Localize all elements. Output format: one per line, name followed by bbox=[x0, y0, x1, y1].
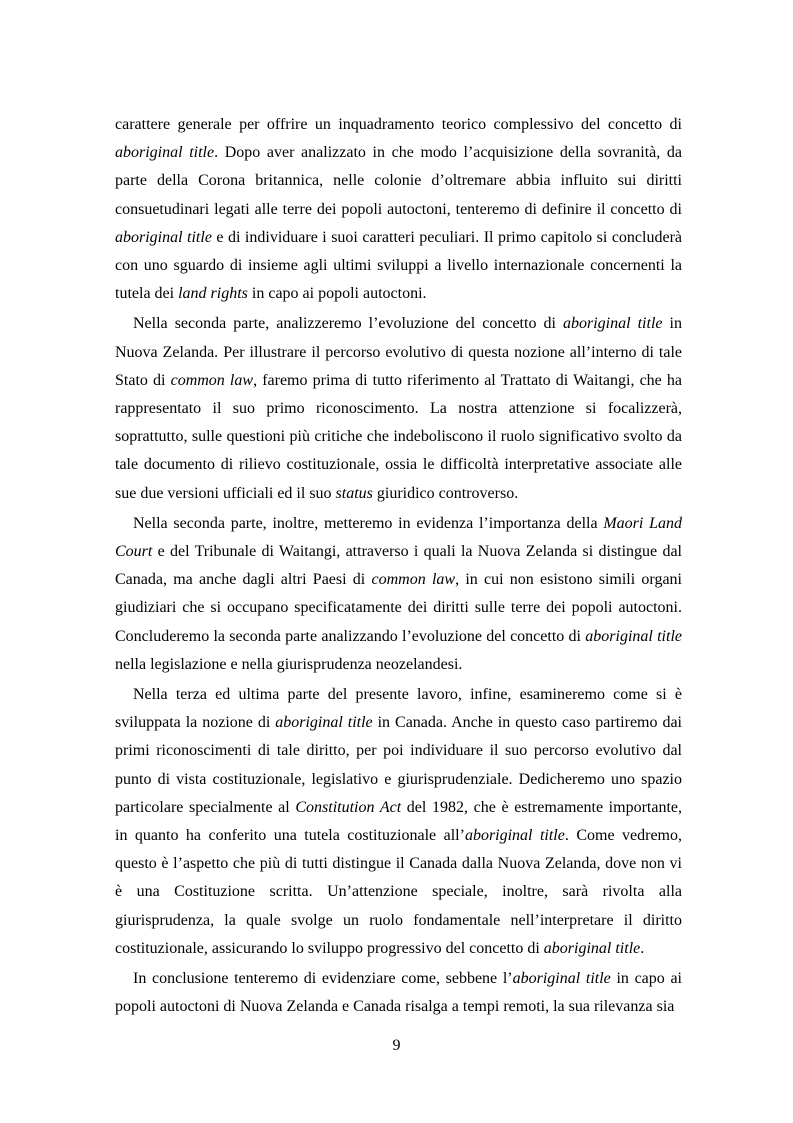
paragraph-text: , in cui non esistono simili organi giudiziari che si occupano specificatamente dei diritti sulle terre dei popoli autoctoni. Concluderemo la seconda parte analizzando l’evoluzione del concetto di bbox=[115, 571, 683, 645]
italic-term: status bbox=[335, 484, 373, 502]
paragraph-text: . bbox=[640, 939, 645, 957]
italic-term: aboriginal title bbox=[512, 970, 611, 988]
italic-term: aboriginal title bbox=[115, 228, 212, 246]
paragraph-text: del 1982, che è estremamente importante, in quanto ha conferito una tutela costituzionale all’ bbox=[115, 798, 682, 845]
italic-term: Maori Land Court bbox=[115, 514, 683, 561]
paragraph-text: Nella seconda parte, analizzeremo l’evoluzione del concetto di bbox=[133, 315, 563, 333]
paragraph-text: in capo ai popoli autoctoni di Nuova Zelanda e Canada risalga a tempi remoti, la sua rilevanza sia bbox=[115, 970, 683, 1016]
paragraph-text: nella legislazione e nella giurisprudenza neozelandesi. bbox=[115, 655, 463, 673]
paragraph-1 bbox=[115, 111, 682, 308]
paragraph-2 bbox=[115, 310, 682, 507]
paragraph-text: e di individuare i suoi caratteri peculiari. Il primo capitolo si concluderà con uno sguardo di insieme agli ultimi sviluppi a livello internazionale concernenti la tutela dei bbox=[115, 228, 683, 303]
italic-term: aboriginal title bbox=[563, 315, 663, 333]
paragraph-text: , faremo prima di tutto riferimento al Trattato di Waitangi, che ha rappresentato il suo primo riconoscimento. La nostra attenzione si focalizzerà, soprattutto, sulle questioni più critiche che indeboliscono il ruolo significativo svolto da tale documento di rilievo costituzionale, ossia le difficoltà interpretative associate alle sue due versioni ufficiali ed il suo bbox=[115, 371, 683, 502]
italic-term: common law bbox=[170, 371, 254, 389]
paragraph-text: in capo ai popoli autoctoni. bbox=[247, 285, 427, 303]
italic-term: common law bbox=[371, 571, 456, 589]
paragraph-5 bbox=[115, 965, 682, 1021]
paragraph-text: e del Tribunale di Waitangi, attraverso i quali la Nuova Zelanda si distingue dal Canada, ma anche dagli altri Paesi di bbox=[115, 543, 682, 589]
page-number: 9 bbox=[392, 1037, 401, 1054]
paragraph-text: carattere generale per offrire un inquadramento teorico complessivo del concetto di bbox=[115, 116, 682, 133]
italic-term: aboriginal title bbox=[585, 627, 682, 645]
italic-term: aboriginal title bbox=[275, 714, 373, 732]
document-body bbox=[115, 111, 682, 1022]
paragraph-text: . Dopo aver analizzato in che modo l’acquisizione della sovranità, da parte della Corona britannica, nelle colonie d’oltremare abbia influito sui diritti consuetudinari legati alle terre dei popoli autoctoni, tenteremo di definire il concetto di bbox=[115, 144, 682, 218]
italic-term: aboriginal title bbox=[115, 144, 215, 162]
paragraph-text: giuridico controverso. bbox=[372, 484, 519, 502]
italic-term: Constitution Act bbox=[295, 798, 402, 816]
paragraph-text: Nella terza ed ultima parte del presente lavoro, infine, esamineremo come si è sviluppata la nozione di bbox=[115, 686, 682, 732]
paragraph-text: . Come vedremo, questo è l’aspetto che più di tutti distingue il Canada dalla Nuova Zelanda, dove non vi è una Costituzione scritta. Un’attenzione speciale, inoltre, sarà rivolta alla giurisprudenza, la quale svolge un ruolo fondamentale nell’interpretare il diritto costituzionale, assicurando lo sviluppo progressivo del concetto di bbox=[115, 827, 682, 957]
italic-term: aboriginal title bbox=[464, 827, 565, 845]
paragraph-text: in Nuova Zelanda. Per illustrare il percorso evolutivo di questa nozione all’interno di tale Stato di bbox=[115, 315, 682, 389]
paragraph-3 bbox=[115, 510, 682, 679]
paragraph-text: in Canada. Anche in questo caso partiremo dai primi riconoscimenti di tale diritto, per poi individuare il suo percorso evolutivo dal punto di vista costituzionale, legislativo e giurisprudenziale. Dedicheremo uno spazio particolare specialmente al bbox=[115, 714, 683, 816]
paragraph-text: In conclusione tenteremo di evidenziare come, sebbene l’ bbox=[133, 970, 513, 988]
paragraph-4 bbox=[115, 681, 682, 963]
italic-term: land rights bbox=[178, 285, 248, 303]
italic-term: aboriginal title bbox=[543, 939, 641, 957]
paragraph-text: Nella seconda parte, inoltre, metteremo in evidenza l’importanza della bbox=[133, 514, 604, 532]
